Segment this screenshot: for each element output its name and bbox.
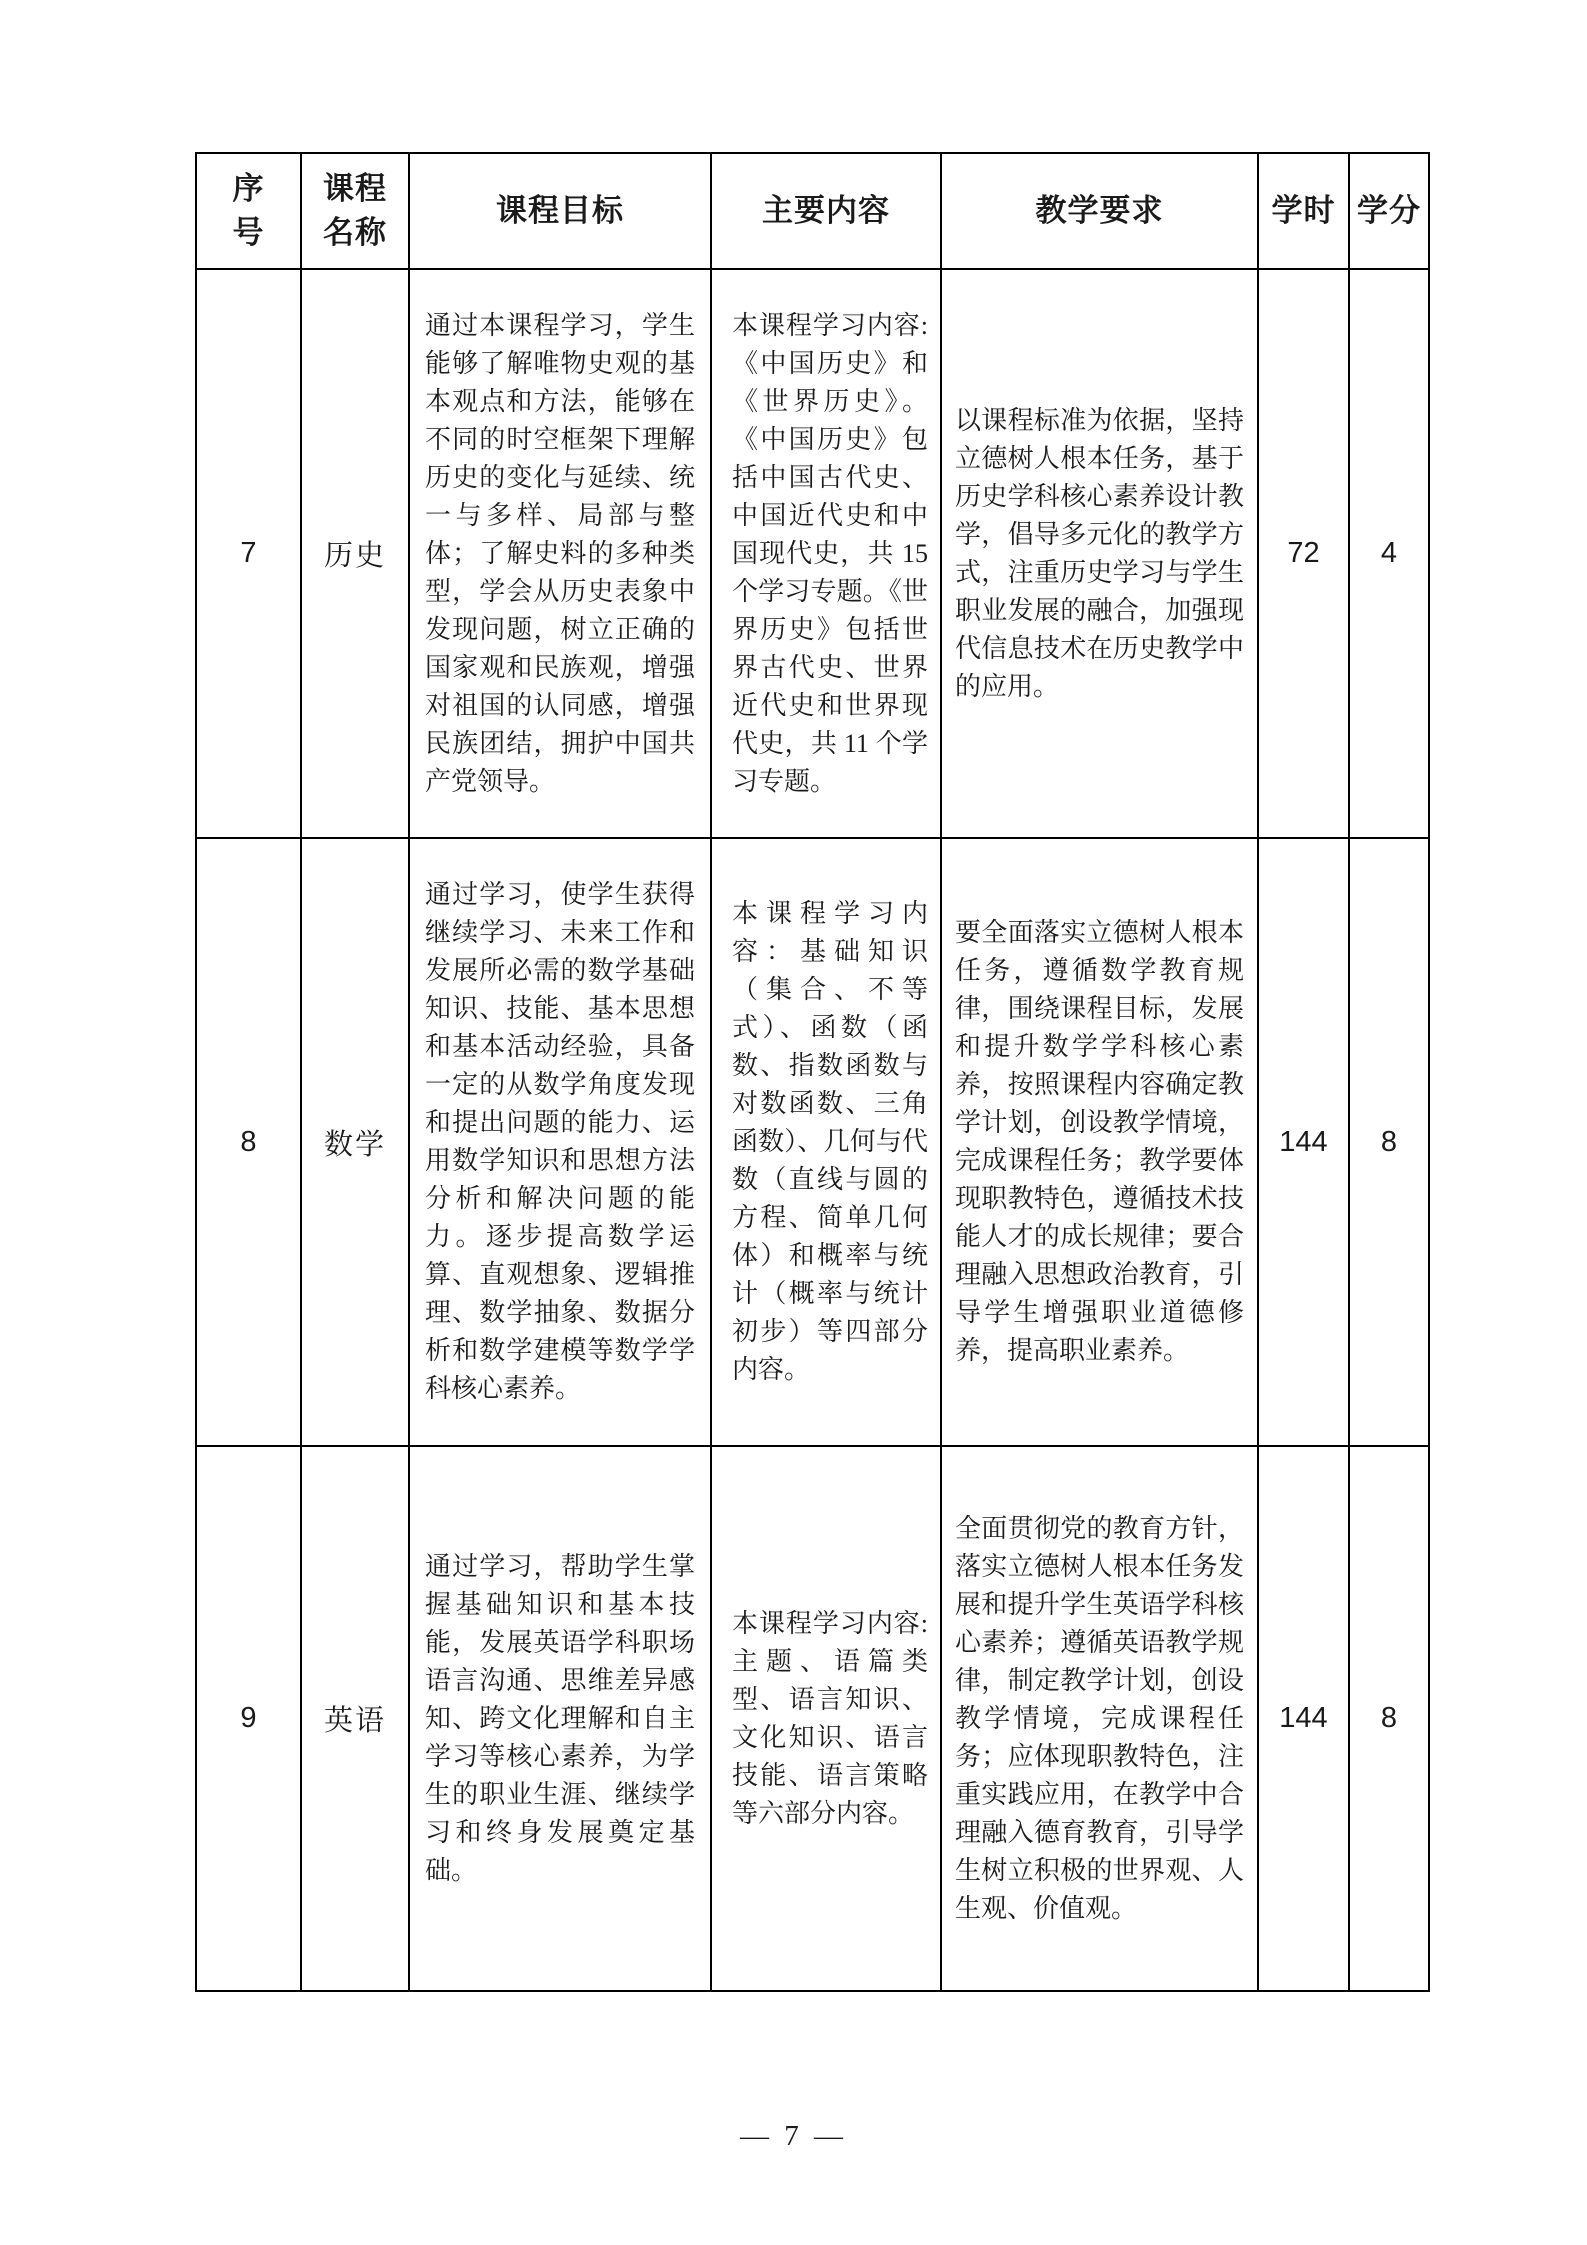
row-history-course-name: 历史 bbox=[301, 269, 409, 838]
row-english-serial-number: 9 bbox=[196, 1446, 301, 1991]
header-serial-number-line2: 号 bbox=[232, 215, 265, 250]
header-teaching-requirements: 教学要求 bbox=[941, 153, 1258, 269]
row-history-main-content: 本课程学习内容:《中国历史》和《世界历史》。《中国历史》包括中国古代史、中国近代史和中国现代史，共 15 个学习专题。《世界历史》包括世界古代史、世界近代史和世界现代史，共 11 个学习专题。 bbox=[711, 269, 941, 838]
row-history-class-hours: 72 bbox=[1258, 269, 1349, 838]
row-math-serial-number: 8 bbox=[196, 838, 301, 1446]
header-course-name bbox=[301, 153, 409, 269]
table-row-history bbox=[196, 269, 1429, 838]
row-english-course-name: 英语 bbox=[301, 1446, 409, 1991]
row-english-credits: 8 bbox=[1349, 1446, 1429, 1991]
row-history-teaching-requirements: 以课程标准为依据，坚持立德树人根本任务，基于历史学科核心素养设计教学，倡导多元化的教学方式，注重历史学习与学生职业发展的融合，加强现代信息技术在历史教学中的应用。 bbox=[941, 269, 1258, 838]
row-math-class-hours: 144 bbox=[1258, 838, 1349, 1446]
header-main-content: 主要内容 bbox=[711, 153, 941, 269]
row-english-objectives: 通过学习，帮助学生掌握基础知识和基本技能，发展英语学科职场语言沟通、思维差异感知、跨文化理解和自主学习等核心素养，为学生的职业生涯、继续学习和终身发展奠定基础。 bbox=[409, 1446, 711, 1991]
table-row-math bbox=[196, 838, 1429, 1446]
course-table bbox=[195, 152, 1430, 1992]
row-math-teaching-requirements: 要全面落实立德树人根本任务，遵循数学教育规律，围绕课程目标，发展和提升数学学科核心素养，按照课程内容确定教学计划，创设教学情境，完成课程任务；教学要体现职教特色，遵循技术技能人才的成长规律；要合理融入思想政治教育，引导学生增强职业道德修养，提高职业素养。 bbox=[941, 838, 1258, 1446]
row-math-main-content: 本课程学习内容：基础知识（集合、不等式）、函数（函数、指数函数与对数函数、三角函数）、几何与代数（直线与圆的方程、简单几何体）和概率与统计（概率与统计初步）等四部分内容。 bbox=[711, 838, 941, 1446]
page-number: — 7 — bbox=[740, 2120, 847, 2152]
row-history-serial-number: 7 bbox=[196, 269, 301, 838]
table-header-row bbox=[196, 153, 1429, 269]
row-history-credits: 4 bbox=[1349, 269, 1429, 838]
row-math-credits: 8 bbox=[1349, 838, 1429, 1446]
header-course-name-line2: 名称 bbox=[323, 215, 387, 250]
row-english-class-hours: 144 bbox=[1258, 1446, 1349, 1991]
row-history-objectives: 通过本课程学习，学生能够了解唯物史观的基本观点和方法，能够在不同的时空框架下理解历史的变化与延续、统一与多样、局部与整体；了解史料的多种类型，学会从历史表象中发现问题，树立正确的国家观和民族观，增强对祖国的认同感，增强民族团结，拥护中国共产党领导。 bbox=[409, 269, 711, 838]
row-english-teaching-requirements: 全面贯彻党的教育方针，落实立德树人根本任务发展和提升学生英语学科核心素养；遵循英语教学规律，制定教学计划，创设教学情境，完成课程任务；应体现职教特色，注重实践应用，在教学中合理融入德育教育，引导学生树立积极的世界观、人生观、价值观。 bbox=[941, 1446, 1258, 1991]
header-serial-number-line1: 序 bbox=[232, 171, 265, 206]
row-math-course-name: 数学 bbox=[301, 838, 409, 1446]
header-credits: 学分 bbox=[1349, 153, 1429, 269]
header-course-name-line1: 课程 bbox=[323, 171, 387, 206]
header-serial-number bbox=[196, 153, 301, 269]
table-row-english bbox=[196, 1446, 1429, 1991]
header-course-objectives: 课程目标 bbox=[409, 153, 711, 269]
row-english-main-content: 本课程学习内容: 主题、语篇类型、语言知识、文化知识、语言技能、语言策略等六部分内容。 bbox=[711, 1446, 941, 1991]
row-math-objectives: 通过学习，使学生获得继续学习、未来工作和发展所必需的数学基础知识、技能、基本思想和基本活动经验，具备一定的从数学角度发现和提出问题的能力、运用数学知识和思想方法分析和解决问题的能力。逐步提高数学运算、直观想象、逻辑推理、数学抽象、数据分析和数学建模等数学学科核心素养。 bbox=[409, 838, 711, 1446]
header-class-hours: 学时 bbox=[1258, 153, 1349, 269]
